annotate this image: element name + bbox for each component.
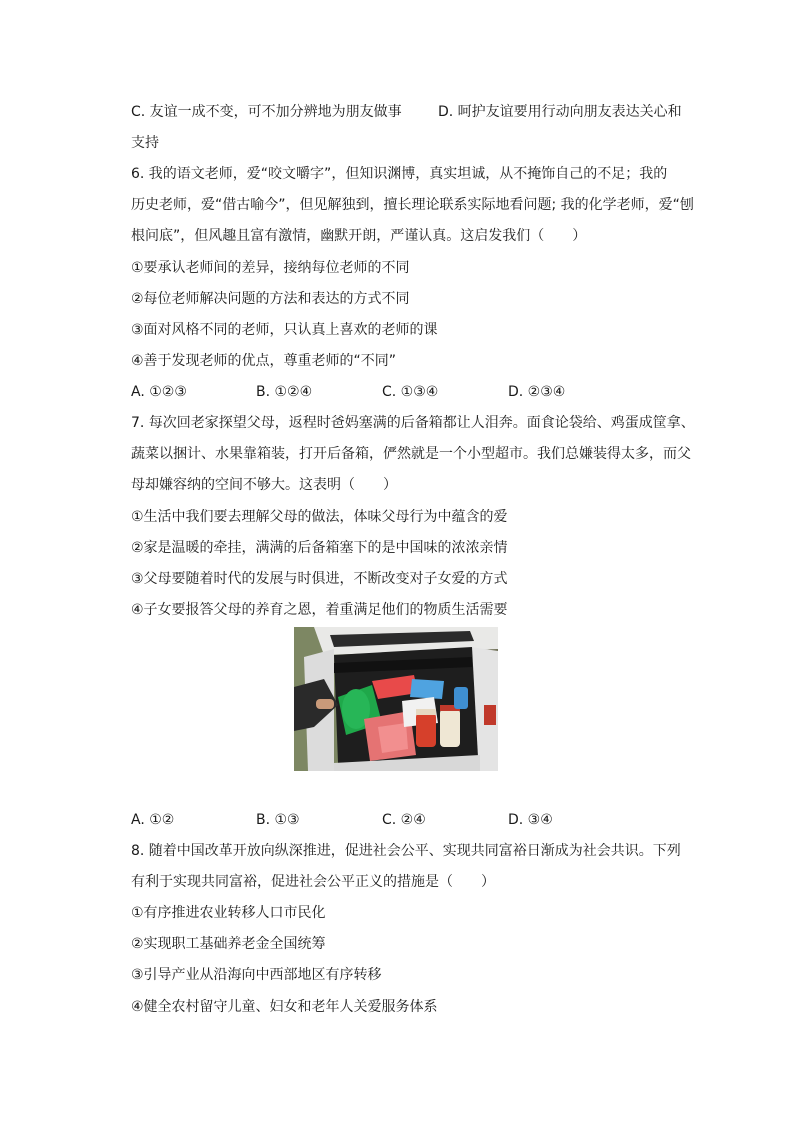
- q7-statement-2: ②家是温暖的牵挂，满满的后备箱塞下的是中国味的浓浓亲情: [131, 540, 508, 556]
- q6-option-a: A. ①②③: [131, 384, 187, 400]
- q7-stem-line-3: 母却嫌容纳的空间不够大。这表明（ ）: [131, 477, 397, 493]
- q7-statement-1: ①生活中我们要去理解父母的做法，体味父母行为中蕴含的爱: [131, 509, 508, 525]
- q6-statement-3: ③面对风格不同的老师，只认真上喜欢的老师的课: [131, 322, 438, 338]
- q6-statement-1: ①要承认老师间的差异，接纳每位老师的不同: [131, 260, 410, 276]
- q6-option-c: C. ①③④: [382, 384, 439, 400]
- q7-statement-4: ④子女要报答父母的养育之恩，着重满足他们的物质生活需要: [131, 602, 508, 618]
- q5-option-d-continued: 支持: [131, 135, 159, 151]
- q6-stem-line-1: 6. 我的语文老师，爱“咬文嚼字”，但知识渊博，真实坦诚，从不掩饰自己的不足；我的: [131, 166, 668, 182]
- q6-option-b: B. ①②④: [256, 384, 313, 400]
- q6-statement-4: ④善于发现老师的优点，尊重老师的“不同”: [131, 353, 397, 369]
- q8-statement-1: ①有序推进农业转移人口市民化: [131, 905, 326, 921]
- q8-statement-4: ④健全农村留守儿童、妇女和老年人关爱服务体系: [131, 999, 438, 1015]
- q6-option-d: D. ②③④: [508, 384, 566, 400]
- q8-statement-2: ②实现职工基础养老金全国统筹: [131, 936, 326, 952]
- q8-stem-line-1: 8. 随着中国改革开放向纵深推进，促进社会公平、实现共同富裕日渐成为社会共识。下列: [131, 843, 681, 859]
- q7-option-d: D. ③④: [508, 812, 553, 828]
- q6-statement-2: ②每位老师解决问题的方法和表达的方式不同: [131, 291, 410, 307]
- q5-option-c: C. 友谊一成不变，可不加分辨地为朋友做事: [131, 104, 402, 120]
- q7-statement-3: ③父母要随着时代的发展与时俱进，不断改变对子女爱的方式: [131, 571, 508, 587]
- car-trunk-photo: [294, 627, 498, 771]
- q7-stem-line-1: 7. 每次回老家探望父母，返程时爸妈塞满的后备箱都让人泪奔。面食论袋给、鸡蛋成筐拿、: [131, 415, 695, 431]
- q6-stem-line-3: 根问底”，但风趣且富有激情，幽默开朗，严谨认真。这启发我们（ ）: [131, 228, 587, 244]
- q7-stem-line-2: 蔬菜以捆计、水果靠箱装，打开后备箱，俨然就是一个小型超市。我们总嫌装得太多，而父: [131, 446, 691, 462]
- q7-option-b: B. ①③: [256, 812, 300, 828]
- q6-stem-line-2: 历史老师，爱“借古喻今”，但见解独到，擅长理论联系实际地看问题; 我的化学老师，爱“刨: [131, 197, 694, 213]
- q7-option-a: A. ①②: [131, 812, 175, 828]
- q5-option-d: D. 呵护友谊要用行动向朋友表达关心和: [438, 104, 682, 120]
- q8-stem-line-2: 有利于实现共同富裕，促进社会公平正义的措施是（ ）: [131, 874, 495, 890]
- q8-statement-3: ③引导产业从沿海向中西部地区有序转移: [131, 967, 382, 983]
- q7-option-c: C. ②④: [382, 812, 426, 828]
